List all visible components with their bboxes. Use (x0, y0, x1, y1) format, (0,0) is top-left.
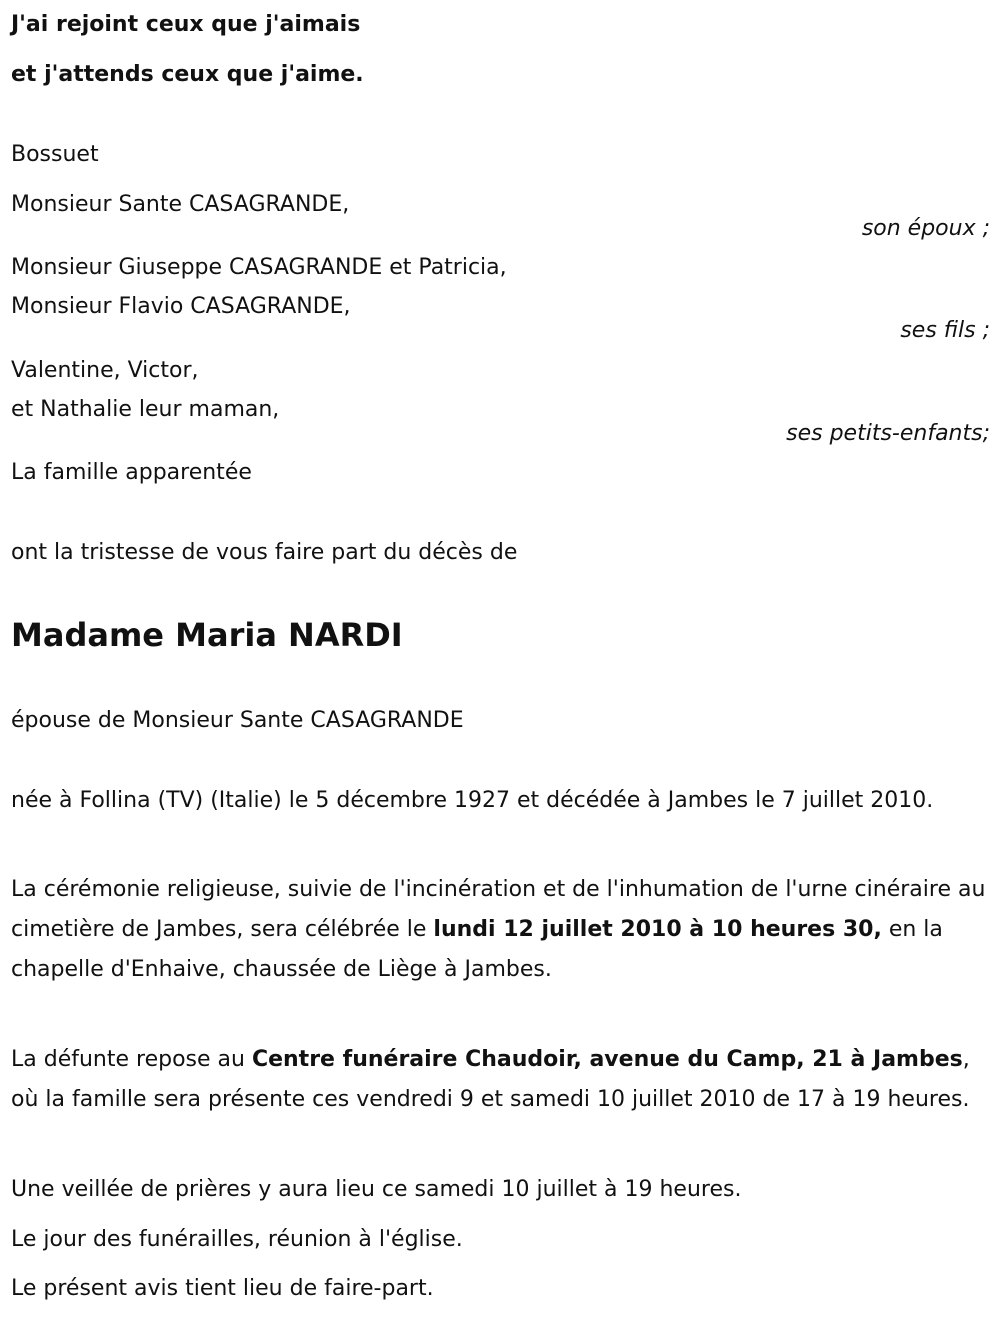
family-name: Valentine, Victor, (11, 358, 199, 383)
repose-paragraph (11, 1040, 986, 1120)
repose-hours: , où la famille sera présente ces vendredi 9 et samedi 10 juillet 2010 de 17 à 19 heures. (11, 1047, 970, 1112)
announcement: ont la tristesse de vous faire part du décès de (11, 540, 518, 565)
repose-location: Centre funéraire Chaudoir, avenue du Camp, 21 à Jambes (251, 1047, 963, 1072)
place: Bossuet (11, 142, 99, 167)
quote-line-1: J'ai rejoint ceux que j'aimais (11, 12, 361, 37)
family-relation: son époux ; (861, 216, 990, 241)
ceremony-paragraph (11, 870, 986, 990)
family-name: La famille apparentée (11, 460, 252, 485)
family-relation: ses fils ; (900, 318, 990, 343)
ceremony-date: lundi 12 juillet 2010 à 10 heures 30, (433, 917, 882, 942)
ceremony-text: La cérémonie religieuse, suivie de l'incinération et de l'inhumation de l'urne cinéraire au cimetière de Jambes, sera célébrée le (11, 877, 986, 942)
spouse-line: épouse de Monsieur Sante CASAGRANDE (11, 708, 464, 733)
deceased-name: Madame Maria NARDI (11, 616, 403, 654)
vigil: Une veillée de prières y aura lieu ce samedi 10 juillet à 19 heures. (11, 1177, 742, 1202)
notice: Le présent avis tient lieu de faire-part. (11, 1276, 434, 1301)
ceremony-place: en la chapelle d'Enhaive, chaussée de Liège à Jambes. (11, 917, 943, 982)
family-name: et Nathalie leur maman, (11, 397, 280, 422)
quote-line-2: et j'attends ceux que j'aime. (11, 62, 364, 87)
family-name: Monsieur Giuseppe CASAGRANDE et Patricia, (11, 255, 507, 280)
family-name: Monsieur Sante CASAGRANDE, (11, 192, 350, 217)
repose-text: La défunte repose au (11, 1047, 252, 1072)
funeral-day: Le jour des funérailles, réunion à l'église. (11, 1227, 463, 1252)
family-name: Monsieur Flavio CASAGRANDE, (11, 294, 351, 319)
birth-death: née à Follina (TV) (Italie) le 5 décembre 1927 et décédée à Jambes le 7 juillet 2010. (11, 788, 934, 813)
family-relation: ses petits-enfants; (786, 421, 990, 446)
